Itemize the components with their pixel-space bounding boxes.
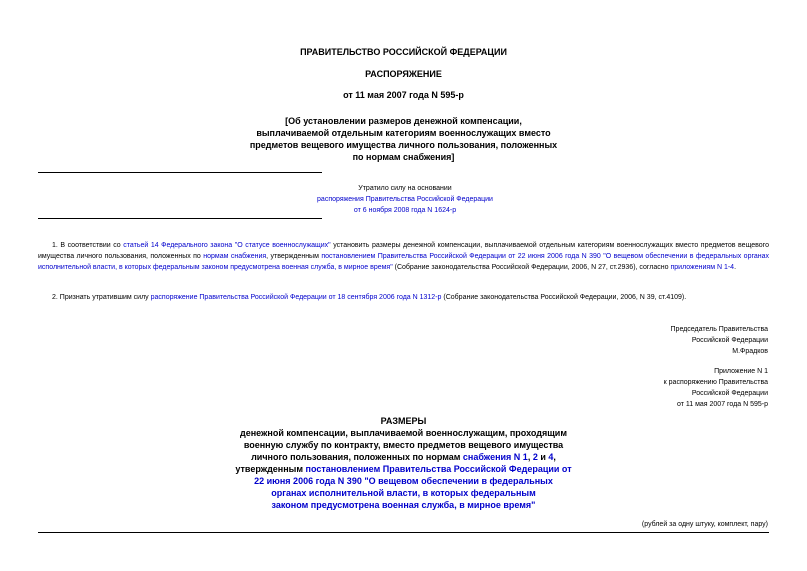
separator: и bbox=[537, 452, 549, 462]
signature-position: Председатель Правительства bbox=[670, 326, 768, 333]
status-link-line1[interactable]: распоряжения Правительства Российской Федерации bbox=[317, 196, 493, 203]
status-text: Утратило силу на основании bbox=[358, 185, 452, 192]
appendix-title-line: военную службу по контракту, вместо предметов вещевого имущества bbox=[243, 440, 564, 450]
table-top-rule bbox=[38, 532, 769, 533]
appendix-reference bbox=[500, 366, 768, 410]
para1-text: (Собрание законодательства Российской Федерации, 2006, N 27, ст.2936), согласно bbox=[392, 264, 671, 271]
appendix-title-line bbox=[0, 487, 807, 499]
units-note: (рублей за одну штуку, комплект, пару) bbox=[641, 521, 768, 528]
resolution-link-part3[interactable]: органах исполнительной власти, в которых федеральным bbox=[271, 488, 536, 498]
paragraph-1 bbox=[38, 240, 769, 273]
supply-norm-2-link[interactable]: 2 bbox=[532, 452, 538, 462]
appendix-title-line bbox=[0, 499, 807, 511]
resolution-link-part2[interactable]: 22 июня 2006 года N 390 "О вещевом обеспечении в федеральных bbox=[254, 476, 553, 486]
resolution-link-part4[interactable]: законом предусмотрена военная служба, в мирное время" bbox=[271, 500, 536, 510]
title-line: выплачиваемой отдельным категориям военнослужащих вместо bbox=[256, 128, 551, 138]
separator: , bbox=[527, 452, 533, 462]
appendix-number: Приложение N 1 bbox=[714, 368, 768, 375]
resolution-link-part1[interactable]: постановлением Правительства Российской Федерации от bbox=[305, 464, 572, 474]
para2-text: 2. Признать утратившим силу bbox=[52, 294, 151, 301]
appendix-title bbox=[0, 415, 807, 511]
title-line: [Об установлении размеров денежной компенсации, bbox=[285, 116, 522, 126]
divider-bottom bbox=[38, 218, 322, 219]
divider-top bbox=[38, 172, 322, 173]
para1-text: 1. В соответствии со bbox=[52, 242, 124, 249]
appendix-order: к распоряжению Правительства bbox=[663, 379, 768, 386]
appendix-date: от 11 мая 2007 года N 595-р bbox=[676, 401, 768, 408]
supply-norm-1-link[interactable]: снабжения N 1 bbox=[462, 452, 528, 462]
para1-text: . bbox=[734, 264, 737, 271]
appendix-country: Российской Федерации bbox=[691, 390, 768, 397]
paragraph-2 bbox=[38, 292, 769, 303]
appendix-title-line bbox=[0, 475, 807, 487]
law-article-link[interactable]: статьей 14 Федерального закона "О статусе военнослужащих" bbox=[123, 242, 331, 249]
resolution-390-link[interactable]: постановлением Правительства Российской Федерации от 22 июня 2006 года N 390 "О вещевом обеспечении в федеральных органах исполнительной власти, в которых федеральным законом предусмотрена военная служба, в мирное время" bbox=[38, 253, 770, 271]
title-line: предметов вещевого имущества личного пользования, положенных bbox=[249, 140, 558, 150]
title-line: по нормам снабжения] bbox=[352, 152, 455, 162]
signature-name: М.Фрадков bbox=[732, 348, 768, 355]
signature-country: Российской Федерации bbox=[691, 337, 768, 344]
document-title bbox=[0, 115, 807, 163]
status-block bbox=[250, 183, 560, 216]
supply-norms-link[interactable]: нормам снабжения bbox=[203, 253, 267, 260]
appendix-title-line bbox=[0, 463, 807, 475]
supply-norm-4-link[interactable]: 4 bbox=[548, 452, 554, 462]
para1-text: , утвержденным bbox=[266, 253, 322, 260]
appendix-title-line bbox=[0, 451, 807, 463]
document-date: от 11 мая 2007 года N 595-р bbox=[343, 90, 464, 100]
order-1312-link[interactable]: распоряжение Правительства Российской Федерации от 18 сентября 2006 года N 1312-р bbox=[150, 294, 442, 301]
appendices-link[interactable]: приложениям N 1-4 bbox=[670, 264, 735, 271]
separator: , bbox=[553, 452, 556, 462]
document-type: РАСПОРЯЖЕНИЕ bbox=[365, 69, 442, 79]
appendix-title-line: денежной компенсации, выплачиваемой военнослужащим, проходящим bbox=[240, 428, 567, 438]
para2-text: (Собрание законодательства Российской Федерации, 2006, N 39, ст.4109). bbox=[441, 294, 687, 301]
appendix-heading: РАЗМЕРЫ bbox=[380, 416, 427, 426]
government-title: ПРАВИТЕЛЬСТВО РОССИЙСКОЙ ФЕДЕРАЦИИ bbox=[300, 47, 507, 57]
appendix-title-text: личного пользования, положенных по нормам bbox=[251, 452, 463, 462]
para1-text: установить размеры денежной компенсации, выплачиваемой отдельным категориям военнослужащих вместо предметов вещевого имущества личного пользования, положенных по bbox=[38, 242, 769, 260]
signature-block bbox=[500, 324, 768, 357]
appendix-title-text: утвержденным bbox=[235, 464, 306, 474]
status-link-line2[interactable]: от 6 ноября 2008 года N 1624-р bbox=[353, 207, 457, 214]
